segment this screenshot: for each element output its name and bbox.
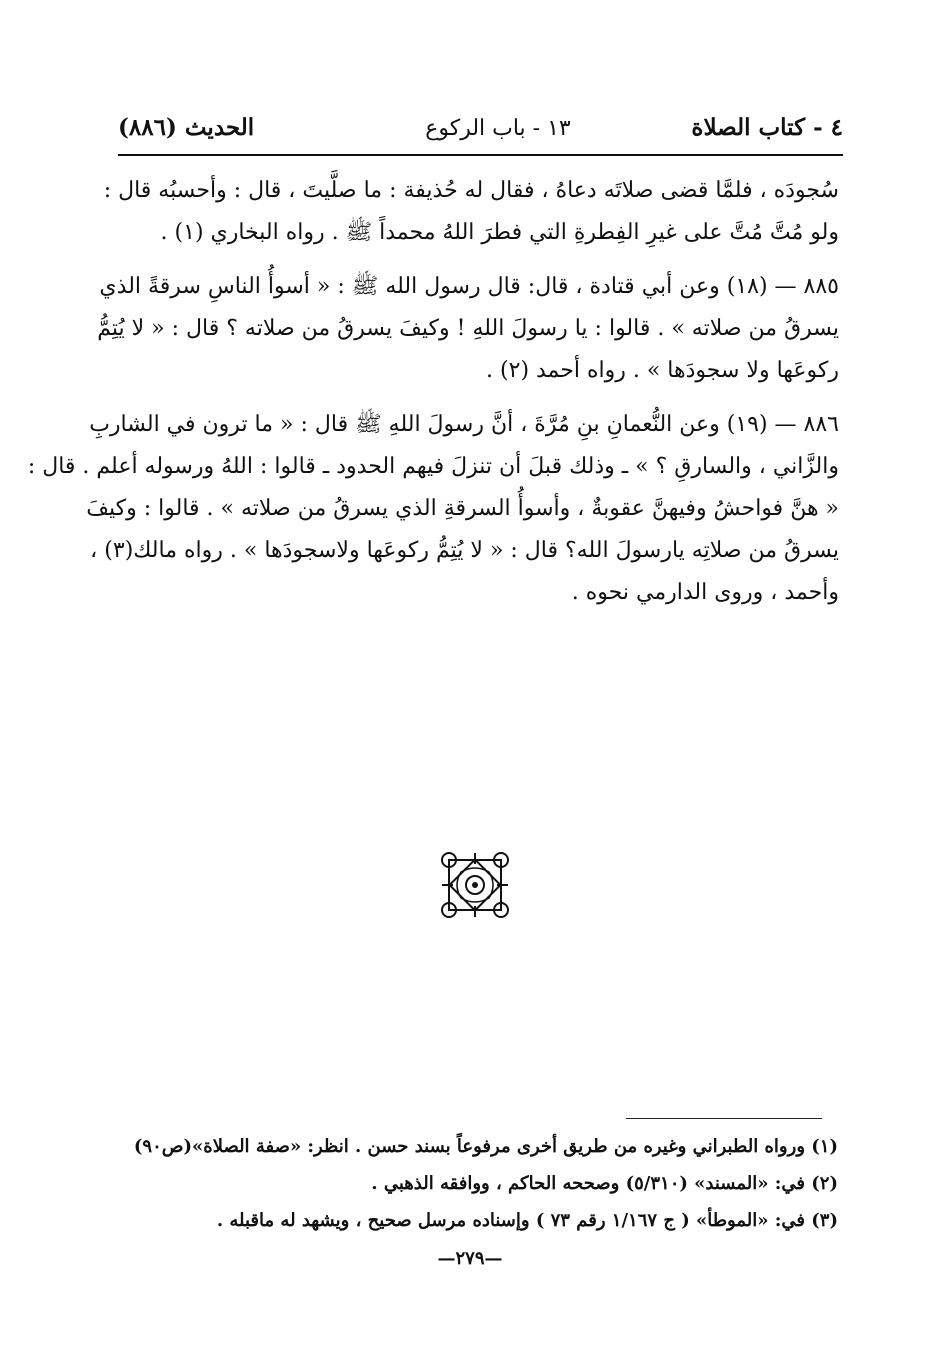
paragraph-continuation bbox=[103, 170, 839, 254]
running-header bbox=[118, 106, 843, 152]
text-line: يسرقُ من صلاتِه يارسولَ الله؟ قال : « لا يُتِمُّ ركوعَها ولاسجودَها » . رواه مالك(٣) ، bbox=[90, 538, 839, 563]
section-title: ١٣ - باب الركوع bbox=[425, 116, 571, 141]
footnotes bbox=[108, 1128, 838, 1239]
text-line: وأحمد ، وروى الدارمي نحوه . bbox=[571, 580, 839, 605]
text-line: يسرقُ من صلاته » . قالوا : يا رسولَ اللهِ ! وكيفَ يسرقُ من صلاته ؟ قال : « لا يُتِمُّ bbox=[97, 316, 839, 341]
main-text bbox=[27, 170, 839, 626]
hadith-range: الحديث (٨٨٦) bbox=[118, 114, 255, 141]
hadith-885 bbox=[97, 266, 839, 392]
text-line: سُجودَه ، فلمَّا قضى صلاتَه دعاهُ ، فقال له حُذيفة : ما صلَّيتَ ، قال : وأحسبُه قال : bbox=[103, 178, 839, 203]
text-line: ٨٨٥ — (١٨) وعن أبي قتادة ، قال: قال رسول الله ﷺ : « أسوأُ الناسِ سرقةً الذي bbox=[99, 274, 839, 299]
text-line: والزَّاني ، والسارقِ ؟ » ـ وذلك قبلَ أن تنزلَ فيهم الحدود ـ قالوا : اللهُ ورسوله أعلم . قال : bbox=[27, 454, 839, 479]
chapter-title: ٤ - كتاب الصلاة bbox=[691, 114, 843, 141]
footnote-2: (٢) في: «المسند» (٥/٣١٠) وصححه الحاكم ، ووافقه الذهبي . bbox=[371, 1173, 838, 1194]
footnote-3: (٣) في: «الموطأ» ( ج ١/١٦٧ رقم ٧٣ ) وإسناده مرسل صحيح ، ويشهد له ماقبله . bbox=[216, 1210, 838, 1231]
hadith-886 bbox=[27, 404, 839, 614]
header-rule bbox=[118, 154, 843, 156]
text-line: ولو مُتَّ مُتَّ على غيرِ الفِطرةِ التي فطرَ اللهُ محمداً ﷺ . رواه البخاري (١) . bbox=[160, 220, 839, 245]
footnote-rule bbox=[626, 1118, 822, 1119]
text-line: ركوعَها ولا سجودَها » . رواه أحمد (٢) . bbox=[486, 358, 839, 383]
text-line: « هنَّ فواحشُ وفيهنَّ عقوبةٌ ، وأسوأُ السرقةِ الذي يسرقُ من صلاته » . قالوا : وكيفَ bbox=[86, 496, 839, 521]
ornament-icon bbox=[439, 850, 511, 920]
page-number: —٢٧٩— bbox=[437, 1248, 503, 1269]
footnote-1: (١) ورواه الطبراني وغيره من طريق أخرى مرفوعاً بسند حسن . انظر: «صفة الصلاة»(ص٩٠) bbox=[133, 1136, 838, 1157]
text-line: ٨٨٦ — (١٩) وعن النُّعمانِ بنِ مُرَّةَ ، أنَّ رسولَ اللهِ ﷺ قال : « ما ترون في الشاربِ bbox=[89, 412, 839, 437]
